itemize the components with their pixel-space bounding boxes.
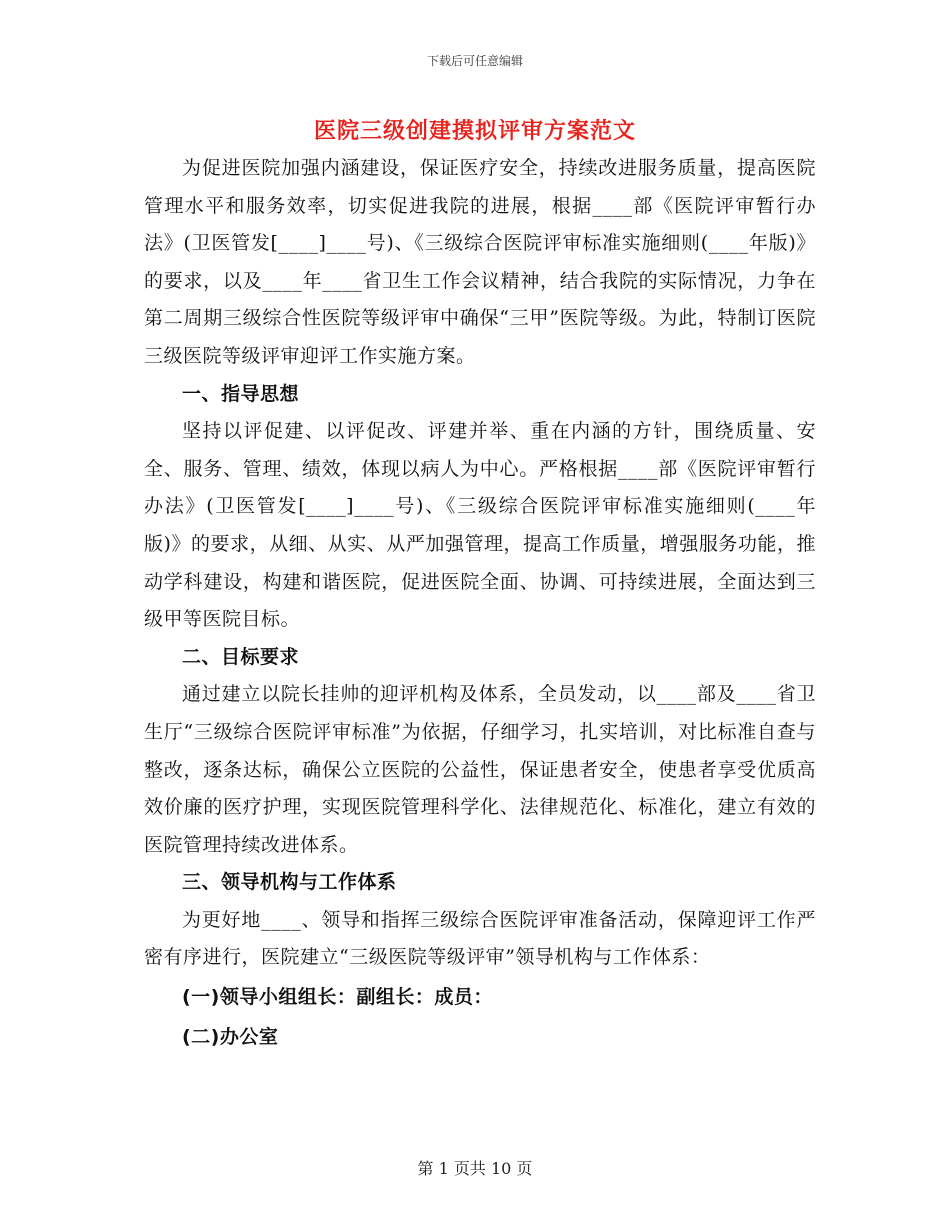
section-heading-guiding-ideology: 一、指导思想 bbox=[182, 382, 300, 405]
document-title: 医院三级创建摸拟评审方案范文 bbox=[313, 118, 636, 144]
section-body-guiding-ideology: 坚持以评促建、以评促改、评建并举、重在内涵的方针，围绕质量、安全、服务、管理、绩效，体现以病人为中心。严格根据____部《医院评审暂行办法》(卫医管发[____]____号)、《三级综合医院评审标准实施细则(____年版)》的要求，从细、从实、从严加强管理，提高工作质量，增强服务功能，推动学科建设，构建和谐医院，促进医院全面、协调、可持续进展，全面达到三级甲等医院目标。 bbox=[144, 420, 816, 631]
section-heading-leadership: 三、领导机构与工作体系 bbox=[182, 871, 397, 894]
subheading-leadership-group: (一)领导小组组长：副组长：成员： bbox=[182, 986, 493, 1009]
section-heading-goals: 二、目标要求 bbox=[182, 645, 300, 668]
section-body-goals: 通过建立以院长挂帅的迎评机构及体系，全员发动，以____部及____省卫生厅“三级综合医院评审标准”为依据，仔细学习，扎实培训，对比标准自查与整改，逐条达标，确保公立医院的公益性，保证患者安全，使患者享受优质高效价廉的医疗护理，实现医院管理科学化、法律规范化、标准化，建立有效的医院管理持续改进体系。 bbox=[144, 683, 816, 856]
document-body bbox=[144, 150, 816, 1057]
page-number-footer: 第 1 页共 10 页 bbox=[417, 1159, 533, 1178]
subheading-office: (二)办公室 bbox=[182, 1026, 279, 1049]
intro-paragraph: 为促进医院加强内涵建设，保证医疗安全，持续改进服务质量，提高医院管理水平和服务效率，切实促进我院的进展，根据____部《医院评审暂行办法》(卫医管发[____]____号)、《三级综合医院评审标准实施细则(____年版)》的要求，以及____年____省卫生工作会议精神，结合我院的实际情况，力争在第二周期三级综合性医院等级评审中确保“三甲”医院等级。为此，特制订医院三级医院等级评审迎评工作实施方案。 bbox=[144, 157, 816, 367]
section-body-leadership: 为更好地____、领导和指挥三级综合医院评审准备活动，保障迎评工作严密有序进行，医院建立“三级医院等级评审”领导机构与工作体系： bbox=[144, 908, 816, 969]
header-note: 下载后可任意编辑 bbox=[426, 54, 523, 68]
